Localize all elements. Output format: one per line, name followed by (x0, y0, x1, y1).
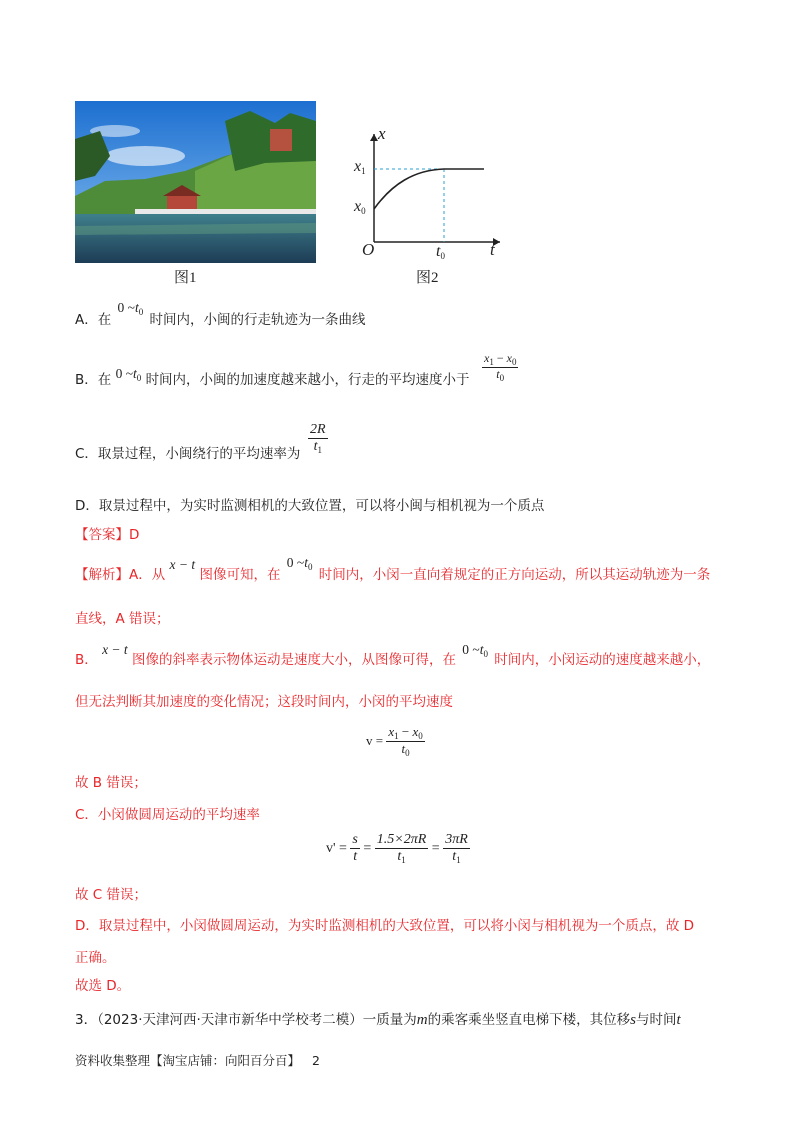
range-0-t0: 0 $\sim t_0$ (115, 366, 142, 383)
graph-x0-label: $x_0$ (354, 198, 366, 216)
analysis-c-conclusion: 故 C 错误； (75, 887, 148, 903)
fraction-2R-over-t1: $\frac{2R}{t_1}$ (310, 422, 326, 456)
graph-t0-label: $t_0$ (436, 243, 445, 261)
x-axis-arrow-icon (370, 134, 378, 141)
analysis-a-line1: 【解析】A．从 x − t 图像可知，在 0 $\sim t_0$ 时间内，小闵一直向着规定的正方向运动，所以其运动轨迹为一条 (75, 555, 711, 583)
question-3: 3．（2023·天津河西·天津市新华中学校考二模）一质量为m的乘客乘坐竖直电梯下楼，其位移s与时间t (75, 1012, 681, 1028)
analysis-b-line2: 但无法判断其加速度的变化情况；这段时间内，小闵的平均速度 (75, 694, 453, 710)
graph-x1-label: $x_1$ (354, 158, 366, 176)
analysis-b-line1: B． x − t 图像的斜率表示物体运动是速度大小，从图像可得，在 0 $\sim t_0$ 时间内，小闵运动的速度越来越小， (75, 642, 711, 668)
equation-average-speed: v' = $\frac{s}{t}$ = $\frac{1.5\times 2\pi R}{t_1}$ = $\frac{3\pi R}{t_1}$ (326, 832, 468, 866)
range-0-t0: 0 $\sim t_0$ (462, 642, 488, 659)
analysis-d-line1: D．取景过程中，小闵做圆周运动，为实时监测相机的大致位置，可以将小闵与相机视为一个质点，故 D (75, 918, 695, 934)
answer: 【答案】D (75, 527, 140, 543)
figure2-caption: 图2 (416, 270, 439, 286)
footer-source: 资料收集整理【淘宝店铺：向阳百分百】 (75, 1053, 301, 1068)
figure1-caption: 图1 (174, 270, 197, 286)
option-b: B．在 0 $\sim t_0$ 时间内，小闽的加速度越来越小，行走的平均速度小于 (75, 366, 470, 388)
graph-x-label: x (378, 124, 386, 143)
analysis-b-conclusion: 故 B 错误； (75, 775, 147, 791)
xt-expression: x − t (102, 642, 128, 657)
analysis-final: 故选 D。 (75, 978, 131, 994)
range-0-t0: 0 $\sim t_0$ (117, 300, 144, 317)
xt-expression: x − t (169, 557, 196, 572)
figure1-photo (75, 101, 316, 263)
figure2-graph (352, 128, 508, 264)
graph-t-label: t (490, 240, 495, 259)
analysis-a-line2: 直线，A 错误； (75, 611, 170, 627)
option-c: C．取景过程，小闽绕行的平均速率为 (75, 446, 301, 462)
footer (75, 1051, 320, 1071)
page-number: 2 (312, 1053, 320, 1068)
xt-graph (352, 128, 508, 264)
position-curve (374, 169, 484, 209)
option-a: A．在 0 $\sim t_0$ 时间内，小闽的行走轨迹为一条曲线 (75, 300, 366, 328)
landscape-photo-icon (75, 101, 316, 263)
fraction-x1-minus-x0-over-t0: $\frac{x_1 - x_0}{t_0}$ (484, 351, 517, 384)
analysis-c-line: C．小闵做圆周运动的平均速率 (75, 807, 260, 823)
option-d: D．取景过程中，为实时监测相机的大致位置，可以将小闽与相机视为一个质点 (75, 498, 545, 514)
analysis-d-line2: 正确。 (75, 950, 116, 966)
graph-origin-label: O (362, 240, 375, 259)
range-0-t0: 0 $\sim t_0$ (286, 555, 313, 572)
equation-average-velocity: v = $\frac{x_1 - x_0}{t_0}$ (366, 724, 423, 759)
